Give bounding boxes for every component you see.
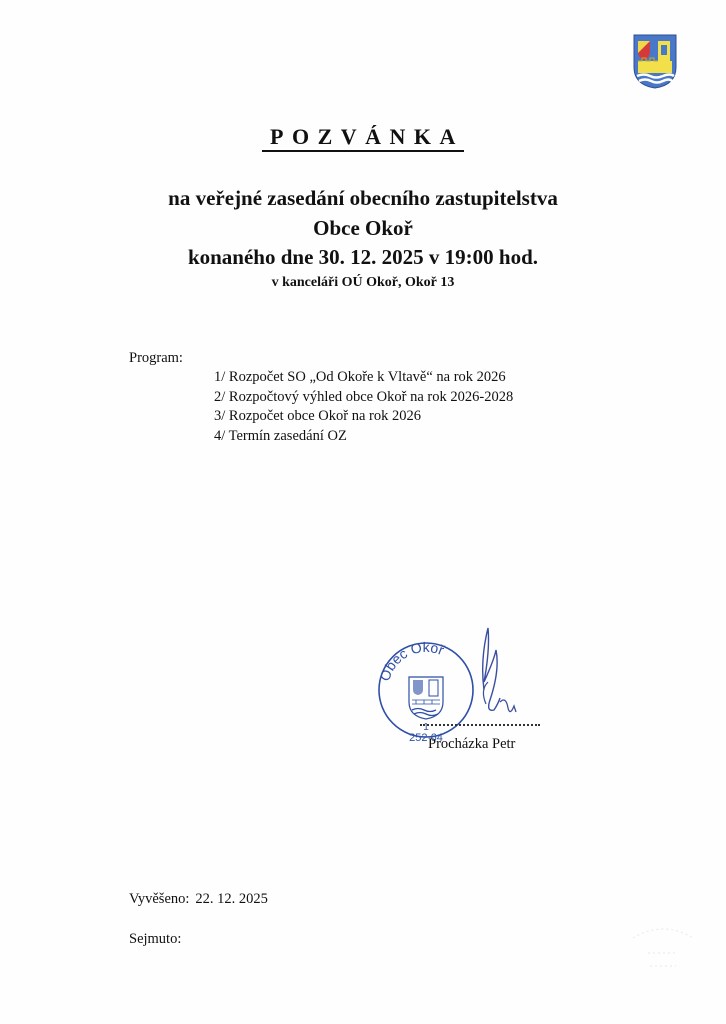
municipality-name: Obce Okoř — [313, 216, 413, 240]
svg-text:252 64: 252 64 — [409, 732, 443, 744]
posted-value: 22. 12. 2025 — [195, 891, 268, 907]
faint-stamp-mark — [628, 918, 698, 978]
program-label: Program: — [129, 350, 183, 366]
document-title: POZVÁNKA — [0, 124, 726, 150]
meeting-location: v kanceláři OÚ Okoř, Okoř 13 — [271, 275, 455, 290]
posted-date — [129, 891, 268, 908]
coat-of-arms-icon — [632, 33, 678, 89]
meeting-description: na veřejné zasedání obecního zastupitelstva — [168, 186, 558, 210]
svg-text:Obec Okoř: Obec Okoř — [376, 638, 447, 683]
program-list — [214, 368, 513, 446]
removed-label: Sejmuto: — [129, 931, 182, 947]
program-item: 4/ Termín zasedání OZ — [214, 427, 347, 444]
program-item: 2/ Rozpočtový výhled obce Okoř na rok 2026-2028 — [214, 388, 514, 405]
signer-name: Procházka Petr — [428, 736, 516, 752]
program-item: 3/ Rozpočet obce Okoř na rok 2026 — [214, 408, 421, 424]
removed-date — [129, 931, 181, 948]
posted-label: Vyvěšeno: — [129, 891, 190, 907]
signature-line — [420, 724, 540, 726]
meeting-date: konaného dne 30. 12. 2025 v 19:00 hod. — [187, 245, 539, 269]
program-item: 1/ Rozpočet SO „Od Okoře k Vltavě“ na rok 2026 — [214, 369, 506, 385]
svg-text:1: 1 — [423, 722, 429, 733]
